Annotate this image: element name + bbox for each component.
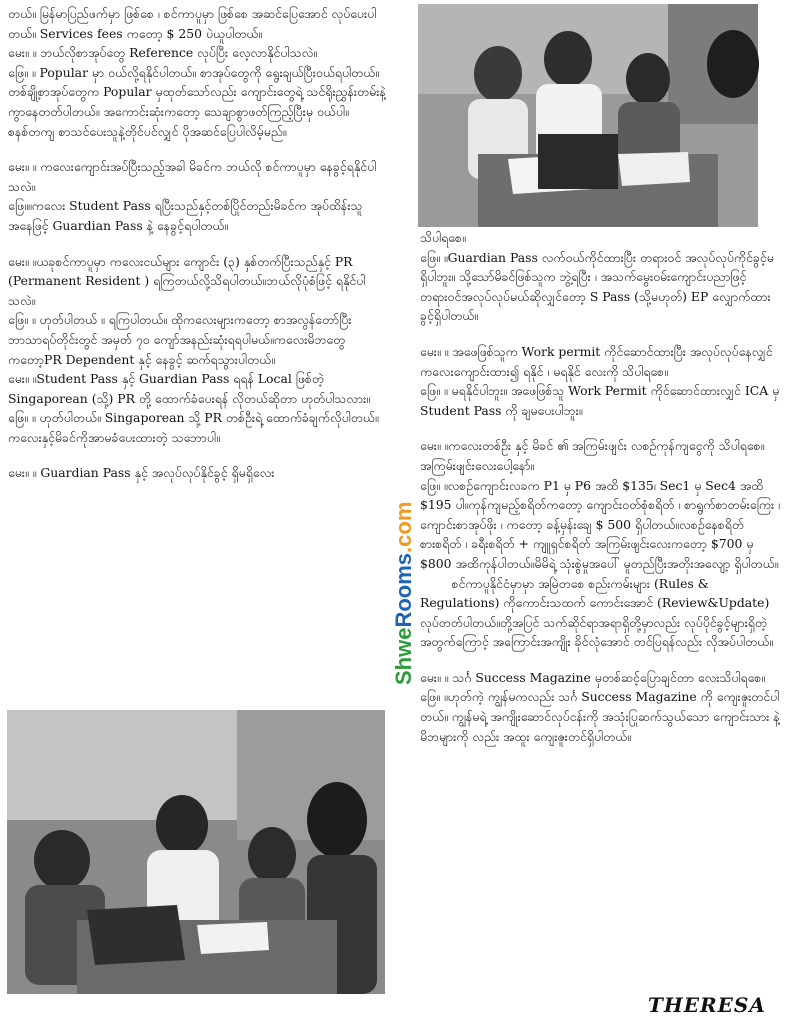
paragraph-gap (8, 236, 388, 252)
shwerooms-logo (391, 380, 416, 690)
paragraph: ဖြေ။ ။ ဟုတ်ပါတယ် ။ ရကြပါတယ်။ ထိုကလေးများကတော့ စာအလွန်တော်ပြီး ဘာသာရပ်တိုင်းတွင် အမှတ် ၇၀ ကျော်အနည်းဆုံးရရပါမယ်။ကလေးမိဘတွေကတော့PR Dependent နှင့် နေခွင့် ဆက်ရသွားပါတယ်။ (8, 312, 352, 367)
paragraph: ဖြေ။ ။ မရနိုင်ပါဘူး။ အဖေဖြစ်သူ Work Permit ကိုင်ဆောင်ထားလျှင် ICA မှ Student Pass ကို ချမပေးပါဘူး။ (420, 383, 780, 418)
paragraph: မေး။ ။ကလေးတစ်ဦး နှင့် မိခင် ၏ အကြမ်းဖျင်း လစဉ်ကုန်ကျငွေကို သိပါရစေ။ အကြမ်းဖျင်းလေးပေါ့နော်။ (420, 438, 765, 473)
paragraph-gap (8, 447, 388, 463)
paragraph-gap (420, 326, 780, 342)
paragraph: မေး။ ။Student Pass နှင့် Guardian Pass ရရန် Local ဖြစ်တဲ့ Singaporean (သို့) PR တို့ ထောက်ခံပေးရန် လိုတယ်ဆိုတာ ဟုတ်ပါသလား။ (8, 371, 370, 406)
paragraph: သိပါရစေ။ (420, 230, 466, 245)
svg-text:ShweRooms.com: ShweRooms.com (391, 501, 416, 685)
students-laptop-photo (7, 710, 385, 994)
paragraph: ဖြေ။ ။ Popular မှာ ဝယ်လို့ရနိုင်ပါတယ်။ စာအုပ်တွေကို ရွေးချယ်ပြီးဝယ်ရပါတယ်။တစ်ချို့စာအုပ်တွေက Popular မှထုတ်သော်လည်း ကျောင်းတွေရဲ့ သင်ရိုးညွှန်းတမ်းနဲ့ကွာနေတတ်ပါတယ်။ အကောင်းဆုံးကတော့ သေချာစွာဖတ်ကြည့်ပြီးမှ ဝယ်ပါ။ စနစ်တကျ စာသင်ပေးသူနဲ့တိုင်ပင်လျှင် ပိုအဆင်ပြေပါလိမ့်မည်။ (8, 64, 386, 139)
paragraph: မေး။ ။ အဖေဖြစ်သူက Work permit ကိုင်ဆောင်ထားပြီး အလုပ်လုပ်နေလျှင် ကလေးကျောင်းထား၍ ရနိုင် ၊ မရနိုင် လေးကို သိပါရစေ။ (420, 343, 773, 379)
paragraph: ဖြေ။ ။Guardian Pass လက်ဝယ်ကိုင်ထားပြီး တရားဝင် အလုပ်လုပ်ကိုင်ခွင့်မရှိပါဘူး။ သို့သော်မိခင်ဖြစ်သူက ဘွဲ့ရပြီး ၊ အသက်မွေးဝမ်းကျောင်းပညာဖြင့် တရားဝင်အလုပ်လုပ်မယ်ဆိုလျှင်တော့ S Pass (သို့မဟုတ်) EP လျှောက်ထားခွင့်ရှိပါတယ်။ (420, 249, 774, 324)
paragraph: မေး။ ။ယခုစင်ကာပူမှာ ကလေးငယ်များ ကျောင်း (၃) နှစ်တက်ပြီးသည်နှင့် PR (Permanent Resident ) ရကြတယ်လို့သိရပါတယ်။ဘယ်လိုပုံစံဖြင့် ရနိုင်ပါသလဲ။ (8, 253, 366, 308)
paragraph: မေး။ ။ ကလေးကျောင်းအပ်ပြီးသည့်အခါ မိခင်က ဘယ်လို စင်ကာပူမှာ နေခွင့်ရနိုင်ပါသလဲ။ (8, 159, 377, 194)
paragraph: ဖြေ။ ။လစဉ်ကျောင်းလခက P1 မှ P6 အထိ $135၊ Sec1 မှ Sec4 အထိ $195 ပါ။ကုန်ကျမည့်စရိတ်ကတော့ ကျောင်းဝတ်စုံစရိတ် ၊ စာရွက်စာတမ်းကြေး ၊ ကျောင်းစာအုပ်ဖိုး ၊ ကတော့ ခန့်မှန်းချေ $ 500 ရှိပါတယ်။လစဉ်နေစရိတ် စားစရိတ် ၊ ခရီးစရိတ် + ကျူရှင်စရိတ် အကြမ်းဖျင်းလေးကတော့ $700 မှ $800 အထိကုန်ပါတယ်။မိမိရဲ့ သုံးစွဲမှုအပေါ် မူတည်ပြီးအတိုးအလျော့ ရှိပါတယ်။ (420, 477, 780, 571)
paragraph-gap (8, 141, 388, 157)
paragraph: မေး။ ။ ဘယ်လိုစာအုပ်တွေ Reference လုပ်ပြီး လေ့လာနိုင်ပါသလဲ။ (8, 45, 317, 61)
paragraph: ဖြေ။ ။ ဟုတ်ပါတယ်။ Singaporean သို့ PR တစ်ဦးရဲ့ ထောက်ခံချက်လိုပါတယ်။ကလေးနှင့်မိခင်ကိုအာမခံပေးထားတဲ့ သဘောပါ။ (8, 410, 379, 445)
left-text-column (8, 4, 388, 483)
students-studying-photo (418, 4, 758, 227)
paragraph: မေး။ ။ သင်္ဂ Success Magazine မှတစ်ဆင့်ပြောချင်တာ လေးသိပါရစေ။ (420, 669, 766, 685)
author-signature: THERESA (648, 993, 766, 1017)
paragraph-gap (420, 652, 780, 668)
paragraph: စင်ကာပူနိုင်ငံမှာမှာ အမြဲတစေ စည်းကမ်းများ (Rules & Regulations) ကိုကောင်းသထက် ကောင်းအောင် (Review&Update) လုပ်တတ်ပါတယ်။တို့အပြင် သက်ဆိုင်ရာအရာရှိတို့မှာလည်း လုပ်ပိုင်ခွင့်များရှိတဲ့ အတွက်ကြောင့် အကြောင်းအကျိုး ခိုင်လုံအောင် တင်ပြရန်လည်း လိုအပ်ပါတယ်။ (420, 575, 774, 650)
paragraph-gap (420, 420, 780, 436)
right-text-column (420, 228, 780, 746)
paragraph: မေး။ ။ Guardian Pass နှင့် အလုပ်လုပ်နိုင်ခွင့် ရှိမရှိလေး (8, 465, 275, 481)
paragraph: ဖြေ။ ။ဟုတ်ကဲ့ ကျွန်မကလည်း သင်္ဂ Success Magazine ကို ကျေးဇူးတင်ပါတယ်။ ကျွန်မရဲ့ အကျိုးဆောင်လုပ်ငန်းကို အသုံးပြုဆက်သွယ်သော ကျောင်းသား နဲ့ မိဘများကို လည်း အထူး ကျေးဇူးတင်ရှိပါတယ်။ (420, 689, 780, 744)
paragraph: ဖြေ။။ကလေး Student Pass ရပြီးသည်နှင့်တစ်ပြိုင်တည်းမိခင်က အုပ်ထိန်းသူအနေဖြင့် Guardian Pass နဲ့ နေခွင့်ရပါတယ်။ (8, 198, 363, 233)
paragraph: တယ်။ မြန်မာပြည်ဖက်မှာ ဖြစ်စေ ၊ စင်ကာပူမှာ ဖြစ်စေ အဆင်ပြေအောင် လုပ်ပေးပါတယ်။ Services fees ကတော့ $ 250 ပဲယူပါတယ်။ (8, 6, 377, 41)
